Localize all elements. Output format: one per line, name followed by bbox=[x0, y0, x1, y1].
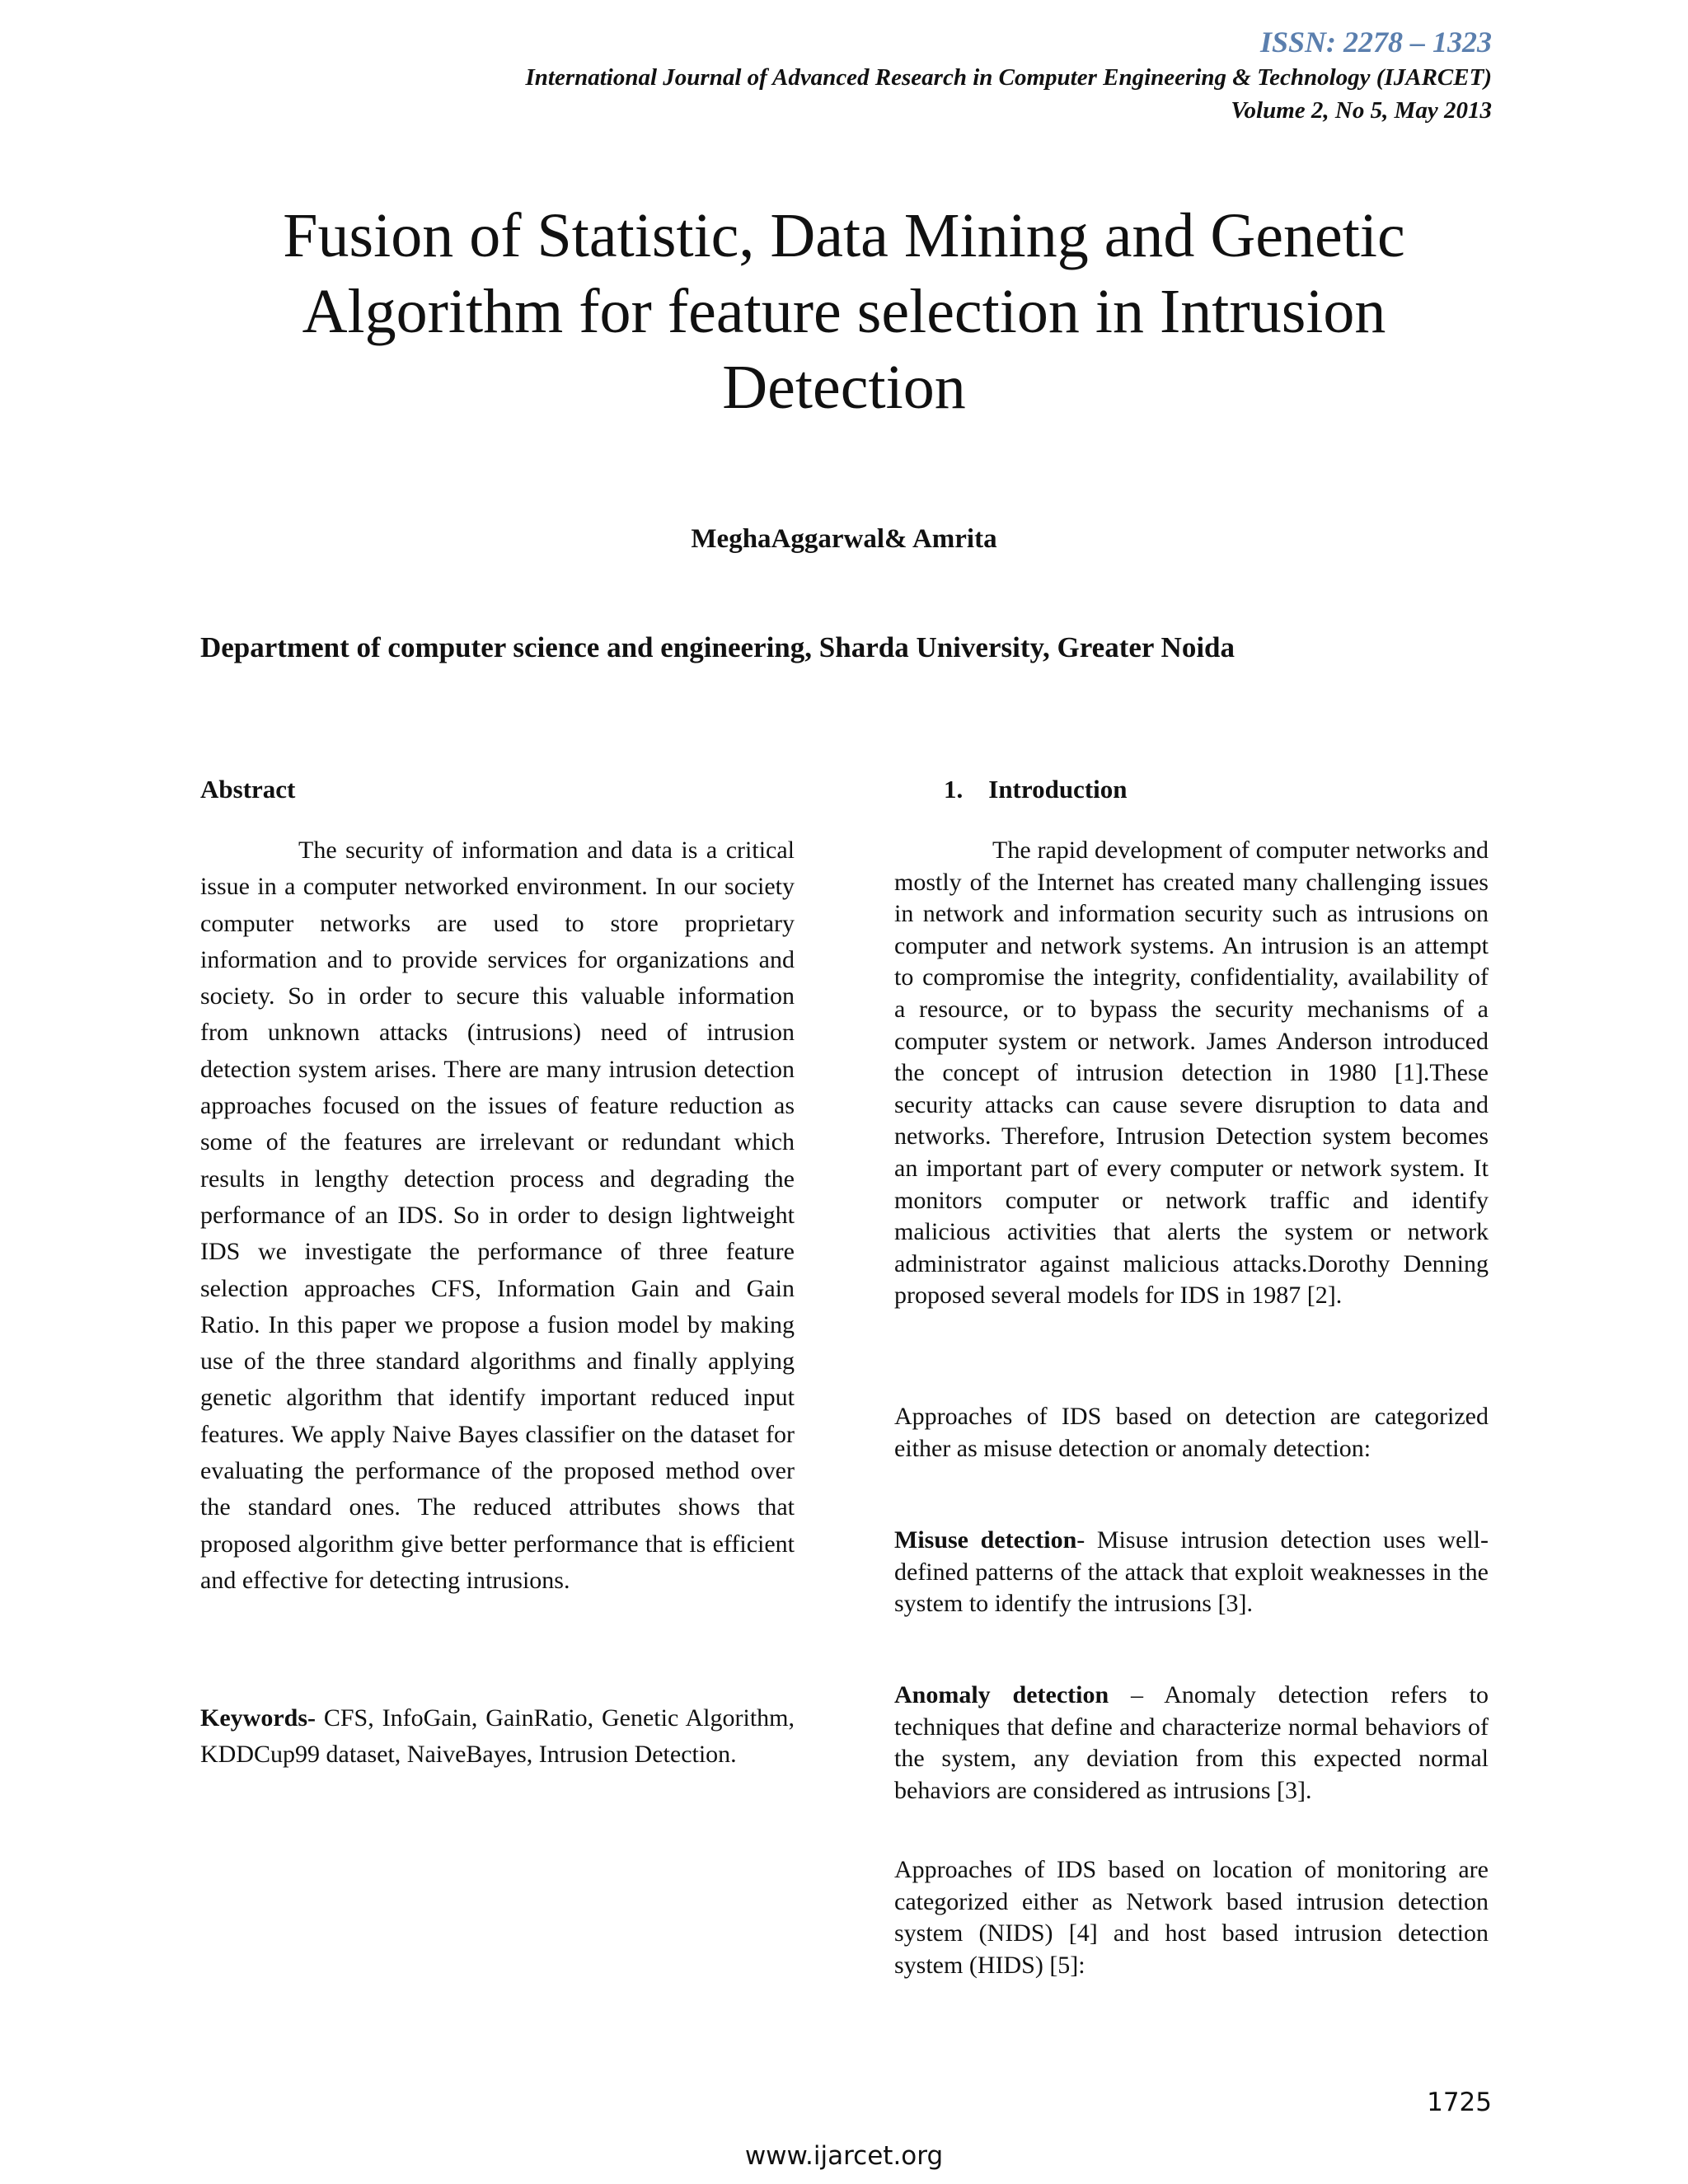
paper-title bbox=[198, 198, 1490, 425]
authors: MeghaAggarwal& Amrita bbox=[691, 524, 997, 554]
title-line: Detection bbox=[722, 353, 966, 422]
misuse-detection-paragraph bbox=[894, 1525, 1489, 1620]
anomaly-detection-text: – Anomaly detection refers to techniques that define and characterize normal behaviors of the system, any deviation from this expected normal behaviors are considered as intrusions [3]. bbox=[894, 1681, 1489, 1804]
introduction-paragraph: The rapid development of computer networks and mostly of the Internet has created many challenging issues in network and information security such as intrusions on computer and network systems. An intrusion is an attempt to compromise the integrity, confidentiality, availability of a resource, or to bypass the security mechanisms of a computer system or network. James Anderson introduced the concept of intrusion detection in 1980 [1].These security attacks can cause severe disruption to data and networks. Therefore, Intrusion Detection system becomes an important part of every computer or network system. It monitors computer or network traffic and identify malicious activities that alerts the system or network administrator against malicious attacks.Dorothy Denning proposed several models for IDS in 1987 [2]. bbox=[894, 837, 1489, 1310]
affiliation: Department of computer science and engineering, Sharda University, Greater Noida bbox=[200, 631, 1236, 663]
anomaly-detection-label: Anomaly detection bbox=[894, 1681, 1109, 1708]
page-number: 1725 bbox=[1427, 2088, 1492, 2117]
title-line: Algorithm for feature selection in Intrusion bbox=[302, 277, 1386, 346]
section-title: Introduction bbox=[988, 775, 1128, 804]
issn: ISSN: 2278 – 1323 bbox=[1259, 26, 1492, 59]
abstract-body: The security of information and data is a critical issue in a computer networked environment. In our society computer networks are used to store proprietary information and to provide services for organizations and society. So in order to secure this valuable information from unknown attacks (intrusions) need of intrusion detection system arises. There are many intrusion detection approaches focused on the issues of feature reduction as some of the features are irrelevant or redundant which results in lengthy detection process and degrading the performance of an IDS. So in order to design lightweight IDS we investigate the performance of three feature selection approaches CFS, Information Gain and Gain Ratio. In this paper we propose a fusion model by making use of the three standard algorithms and finally applying genetic algorithm that identify important reduced input features. We apply Naive Bayes classifier on the dataset for evaluating the performance of the proposed method over the standard ones. The reduced attributes shows that proposed algorithm give better performance that is efficient and effective for detecting intrusions. bbox=[200, 837, 795, 1594]
keywords bbox=[200, 1700, 795, 1774]
misuse-detection-label: Misuse detection bbox=[894, 1526, 1077, 1554]
footer-url: www.ijarcet.org bbox=[744, 2141, 944, 2171]
journal-name: International Journal of Advanced Research in Computer Engineering & Technology (IJARCET) bbox=[525, 64, 1492, 91]
section-number: 1. bbox=[944, 775, 964, 804]
introduction-heading bbox=[944, 775, 1128, 804]
anomaly-detection-paragraph bbox=[894, 1680, 1489, 1807]
misuse-detection-text: - Misuse intrusion detection uses well-defined patterns of the attack that exploit weaknesses in the system to identify the intrusions [3]. bbox=[894, 1526, 1489, 1618]
title-line: Fusion of Statistic, Data Mining and Genetic bbox=[283, 201, 1405, 270]
abstract-heading: Abstract bbox=[200, 775, 296, 804]
introduction-paragraph: Approaches of IDS based on location of monitoring are categorized either as Network based intrusion detection system (NIDS) [4] and host based intrusion detection system (HIDS) [5]: bbox=[894, 1856, 1489, 1979]
journal-volume: Volume 2, No 5, May 2013 bbox=[1231, 97, 1492, 124]
keywords-list: CFS, InfoGain, GainRatio, Genetic Algorithm, KDDCup99 dataset, NaiveBayes, Intrusion Detection. bbox=[200, 1704, 795, 1769]
keywords-label: Keywords- bbox=[200, 1704, 316, 1732]
introduction-paragraph: Approaches of IDS based on detection are categorized either as misuse detection or anomaly detection: bbox=[894, 1403, 1489, 1462]
